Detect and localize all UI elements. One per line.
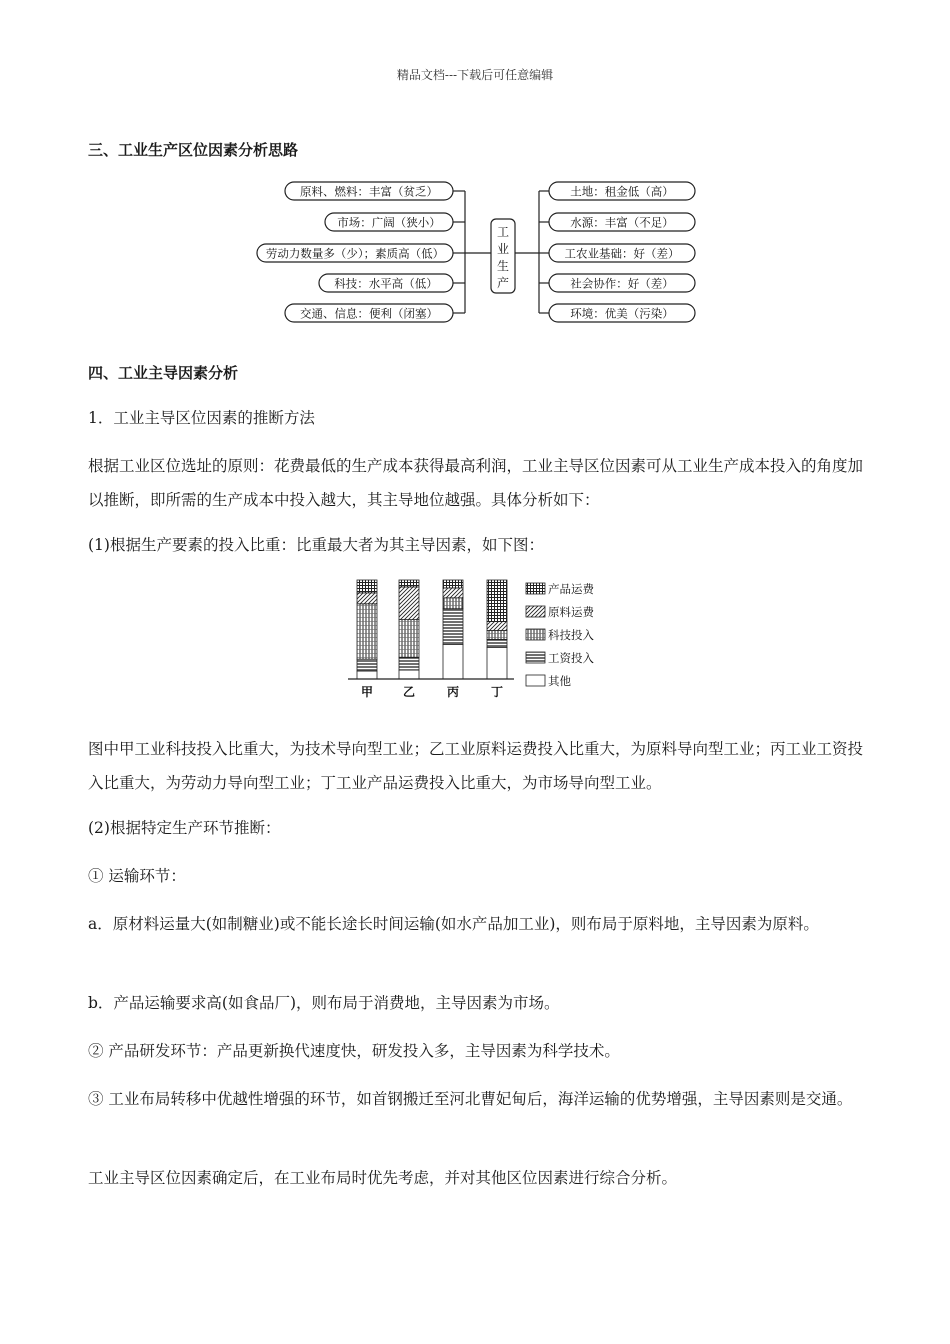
section4-title: 四、工业主导因素分析 xyxy=(88,364,239,382)
bar-segment xyxy=(357,604,377,659)
location-factors-diagram xyxy=(255,176,700,331)
center-char: 工 xyxy=(496,225,510,239)
bar-segment xyxy=(399,657,419,670)
bar-segment xyxy=(443,588,463,598)
bar-segment xyxy=(487,639,507,647)
legend-swatch xyxy=(526,583,545,594)
legend-label: 科技投入 xyxy=(548,628,594,642)
bar-segment xyxy=(487,630,507,639)
paragraph-method-2: (2)根据特定生产环节推断： xyxy=(88,819,281,837)
legend-swatch xyxy=(526,606,545,617)
factor-label-right: 水源：丰富（不足） xyxy=(570,215,674,230)
bar-segment xyxy=(443,580,463,588)
legend-label: 原料运费 xyxy=(548,605,594,619)
factor-label-right: 工农业基础：好（差） xyxy=(564,246,680,261)
bar-segment xyxy=(357,580,377,593)
page-header: 精品文档---下载后可任意编辑 xyxy=(396,68,554,82)
factor-label-left: 原料、燃料：丰富（贫乏） xyxy=(300,184,438,199)
x-tick-label: 甲 xyxy=(360,685,374,699)
factor-label-left: 交通、信息：便利（闭塞） xyxy=(300,306,438,321)
bar-segment xyxy=(487,622,507,631)
bar-segment xyxy=(443,609,463,645)
bar-segment xyxy=(487,647,507,679)
legend-label: 其他 xyxy=(548,674,571,688)
investment-proportion-chart xyxy=(338,570,618,710)
factor-label-left: 劳动力数量多（少）；素质高（低） xyxy=(265,246,445,261)
center-char: 生 xyxy=(496,259,510,273)
center-char: 产 xyxy=(496,276,510,290)
legend-swatch xyxy=(526,675,545,686)
subheading-1: 1．工业主导区位因素的推断方法 xyxy=(88,409,315,427)
x-tick-label: 丁 xyxy=(490,685,504,699)
item-relocation: ③ 工业布局转移中优越性增强的环节，如首钢搬迁至河北曹妃甸后，海洋运输的优势增强，主导因素则是交通。 xyxy=(88,1090,853,1108)
item-transport-a: a．原材料运量大(如制糖业)或不能长途长时间运输(如水产品加工业)，则布局于原料地，主导因素为原料。 xyxy=(88,915,819,933)
legend-swatch xyxy=(526,652,545,663)
bar-segment xyxy=(357,671,377,679)
factor-label-right: 环境：优美（污染） xyxy=(570,306,674,321)
bar-segment xyxy=(399,587,419,620)
section3-title: 三、工业生产区位因素分析思路 xyxy=(88,141,299,159)
item-transport: ① 运输环节： xyxy=(88,867,186,885)
bar-segment xyxy=(357,593,377,604)
factor-label-right: 社会协作：好（差） xyxy=(570,276,674,291)
legend-label: 产品运费 xyxy=(548,582,594,596)
bar-segment xyxy=(487,580,507,622)
paragraph-method-1: (1)根据生产要素的投入比重：比重最大者为其主导因素，如下图： xyxy=(88,536,544,554)
paragraph-chart-explain: 图中甲工业科技投入比重大，为技术导向型工业；乙工业原料运费投入比重大，为原料导向型工业；丙工业工资投入比重大，为劳动力导向型工业；丁工业产品运费投入比重大，为市场导向型工业。 xyxy=(88,740,864,792)
paragraph-conclusion: 工业主导区位因素确定后，在工业布局时优先考虑，并对其他区位因素进行综合分析。 xyxy=(88,1169,678,1187)
x-tick-label: 乙 xyxy=(402,685,416,699)
paragraph-principle: 根据工业区位选址的原则：花费最低的生产成本获得最高利润，工业主导区位因素可从工业生产成本投入的角度加以推断，即所需的生产成本中投入越大，其主导地位越强。具体分析如下： xyxy=(88,457,864,509)
item-rnd: ② 产品研发环节：产品更新换代速度快，研发投入多，主导因素为科学技术。 xyxy=(88,1042,620,1060)
bar-segment xyxy=(399,620,419,658)
item-transport-b: b．产品运输要求高(如食品厂)，则布局于消费地，主导因素为市场。 xyxy=(88,994,560,1012)
factor-label-left: 科技：水平高（低） xyxy=(334,276,438,291)
x-tick-label: 丙 xyxy=(446,685,460,699)
bar-segment xyxy=(399,670,419,679)
factor-label-right: 土地：租金低（高） xyxy=(570,184,674,199)
legend-label: 工资投入 xyxy=(548,651,594,665)
bar-segment xyxy=(443,598,463,609)
legend-swatch xyxy=(526,629,545,640)
bar-segment xyxy=(357,659,377,671)
bar-segment xyxy=(443,644,463,679)
bar-segment xyxy=(399,580,419,587)
factor-label-left: 市场：广阔（狭小） xyxy=(337,215,441,230)
center-char: 业 xyxy=(496,242,510,256)
